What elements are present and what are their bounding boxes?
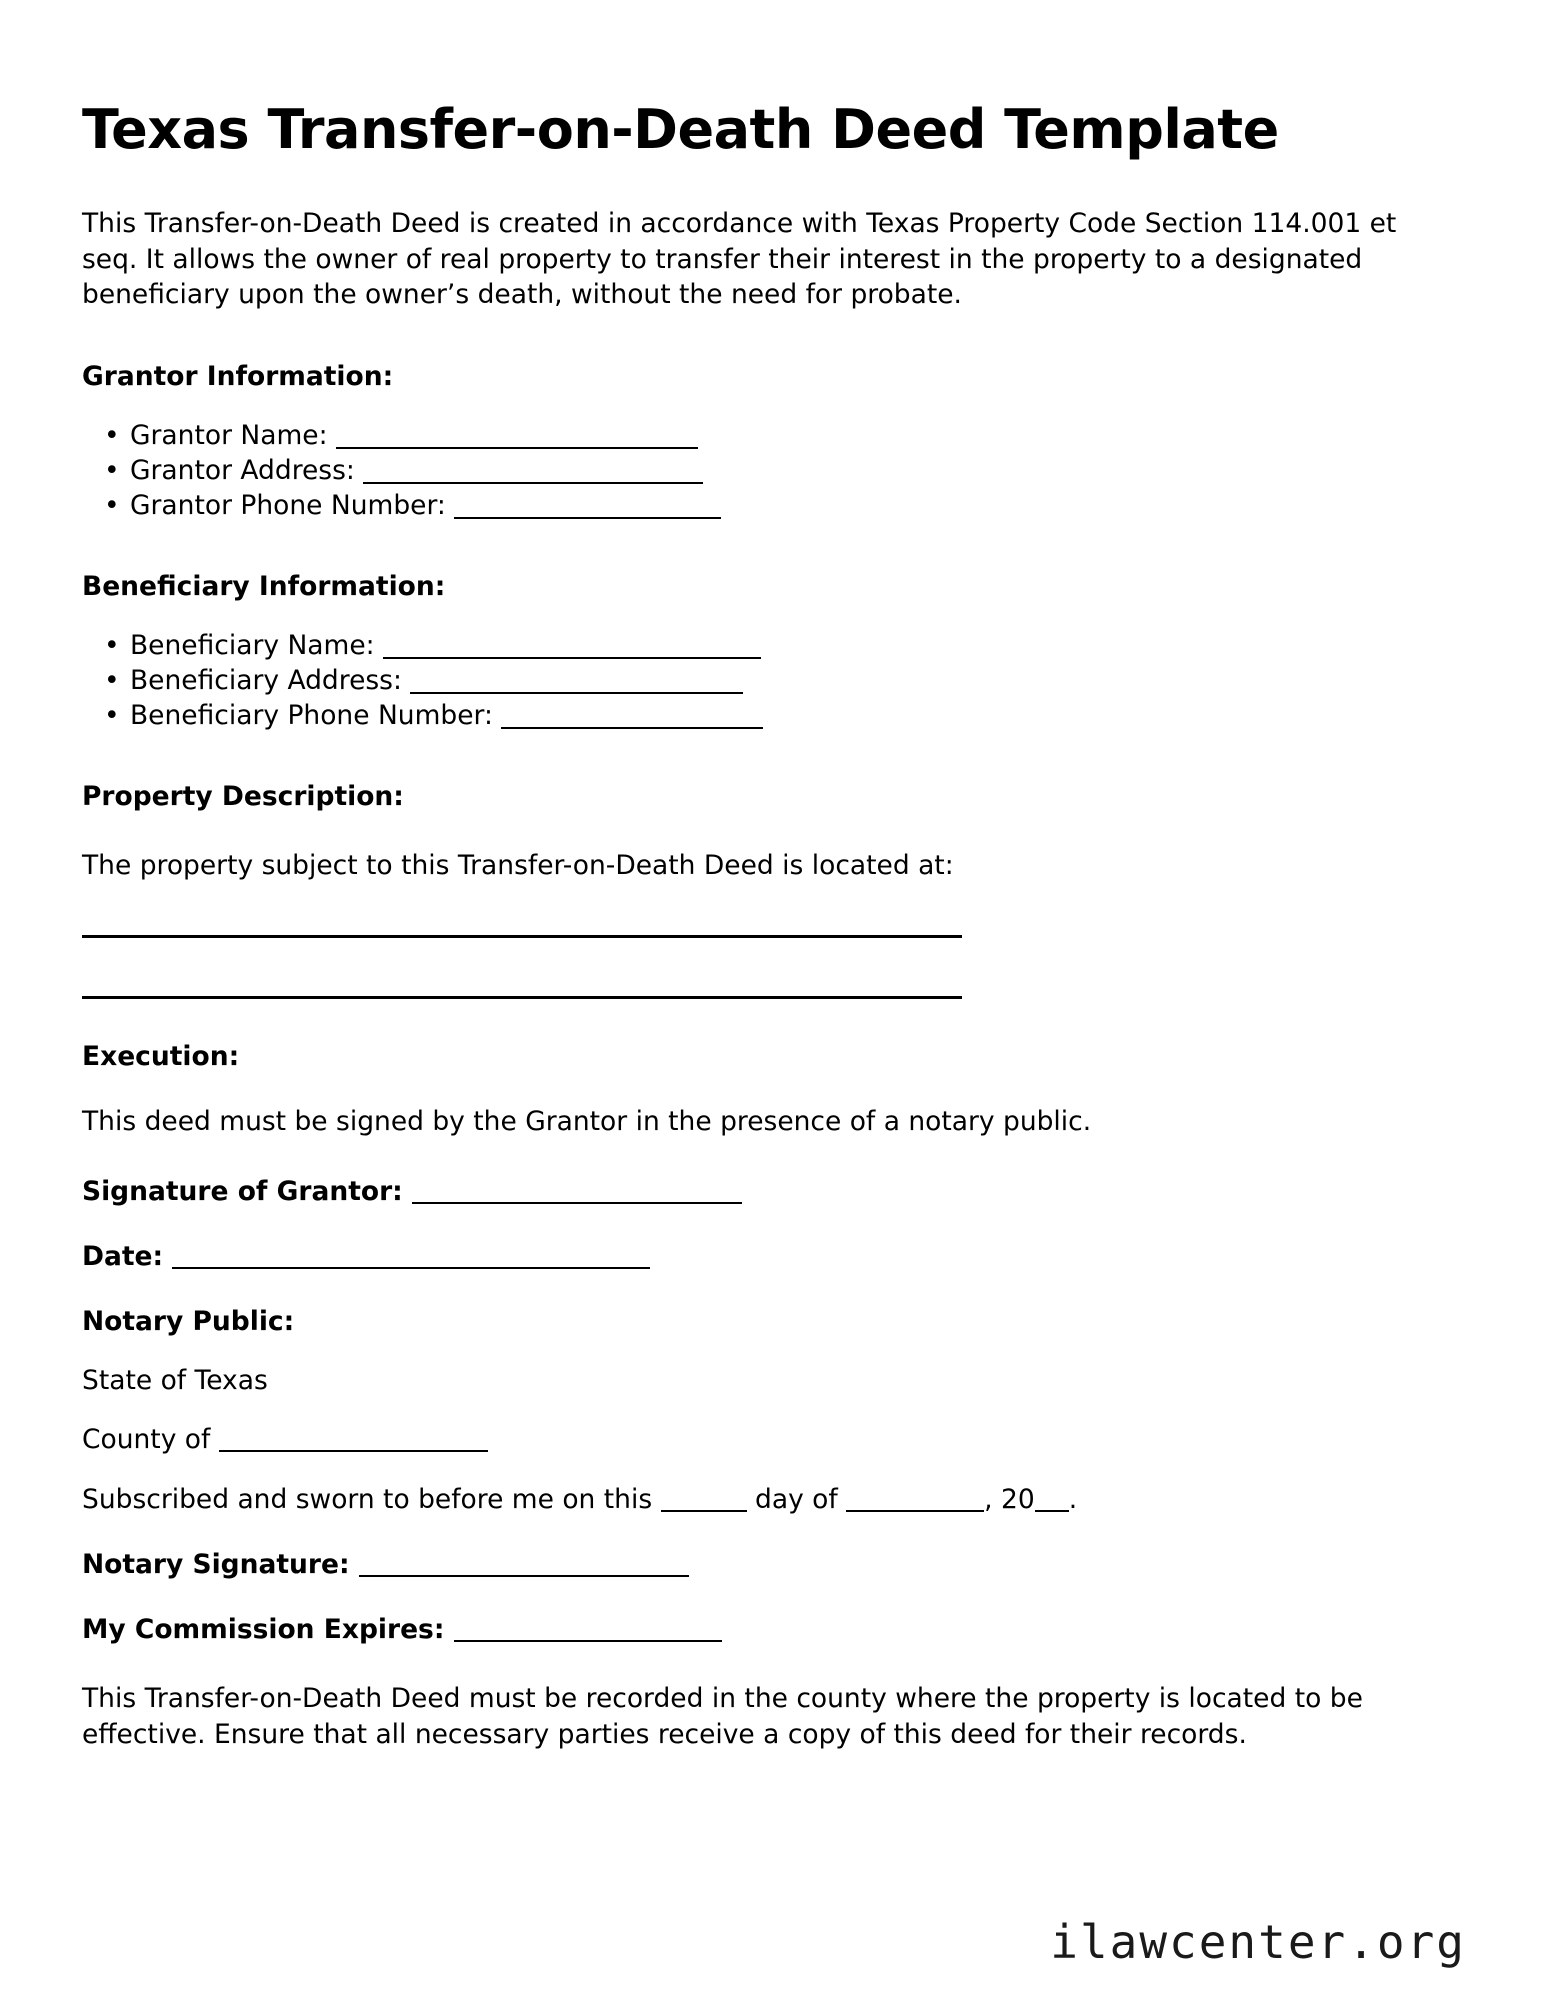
date-blank[interactable] [172,1267,650,1269]
list-item [82,628,1472,663]
intro-paragraph: This Transfer-on-Death Deed is created in accordance with Texas Property Code Section 114.001 et seq. It allows the owner of real property to transfer their interest in the property to a designated beneficiary upon the owner’s death, without the need for probate. [82,208,1397,311]
property-section-heading: Property Description: [82,780,404,812]
date-row [82,1239,1472,1274]
execution-section-heading: Execution: [82,1041,240,1073]
beneficiary-section-heading: Beneficiary Information: [82,570,446,602]
spacer [82,1074,1472,1104]
county-label: County of [82,1424,211,1456]
spacer [82,1339,1472,1363]
beneficiary-name-label: Beneficiary Name: [130,629,375,661]
document-content [82,0,1472,1752]
spacer [82,938,1472,996]
notary-signature-row [82,1547,1472,1582]
grantor-phone-blank[interactable] [454,517,721,519]
sworn-year-prefix: , 20 [984,1483,1035,1515]
spacer [82,733,1472,779]
notary-signature-label: Notary Signature: [82,1549,350,1581]
notary-state-line: State of Texas [82,1364,268,1396]
closing-paragraph: This Transfer-on-Death Deed must be recorded in the county where the property is located to be effective. Ensure that all necessary parties receive a copy of this deed for their records. [82,1683,1363,1750]
sworn-mid-text: day of [755,1483,838,1515]
signature-of-grantor-label: Signature of Grantor: [82,1175,403,1207]
property-description-text: The property subject to this Transfer-on-Death Deed is located at: [82,849,954,881]
grantor-address-label: Grantor Address: [130,454,355,486]
beneficiary-name-blank[interactable] [383,657,761,659]
list-item [82,488,1472,523]
spacer [82,814,1472,848]
beneficiary-phone-label: Beneficiary Phone Number: [130,699,493,731]
page-title: Texas Transfer-on-Death Deed Template [82,98,1279,161]
commission-expires-blank[interactable] [454,1640,722,1642]
spacer [82,1209,1472,1239]
sworn-prefix-text: Subscribed and sworn to before me on this [82,1483,653,1515]
grantor-name-blank[interactable] [336,447,698,449]
grantor-phone-label: Grantor Phone Number: [130,489,446,521]
spacer [82,1647,1472,1681]
list-item [82,453,1472,488]
commission-expires-row [82,1612,1472,1647]
commission-expires-label: My Commission Expires: [82,1614,445,1646]
sworn-month-blank[interactable] [846,1510,984,1512]
sworn-year-blank[interactable] [1035,1510,1069,1512]
sworn-period: . [1068,1483,1078,1515]
grantor-name-label: Grantor Name: [130,419,328,451]
list-item [82,418,1472,453]
spacer [82,999,1472,1039]
spacer [82,394,1472,418]
signature-of-grantor-blank[interactable] [412,1202,742,1204]
notary-section-heading: Notary Public: [82,1305,295,1337]
list-item [82,698,1472,733]
spacer [82,1398,1472,1422]
spacer [82,883,1472,935]
spacer [82,1517,1472,1547]
spacer [82,1582,1472,1612]
sworn-statement-row [82,1482,1417,1518]
spacer [82,1140,1472,1174]
county-blank[interactable] [219,1450,488,1452]
list-item [82,663,1472,698]
grantor-field-list [82,418,1472,523]
execution-text: This deed must be signed by the Grantor in the presence of a notary public. [82,1106,1092,1138]
notary-signature-blank[interactable] [359,1575,689,1577]
spacer [82,1458,1472,1482]
beneficiary-address-blank[interactable] [410,692,743,694]
site-watermark: ilawcenter.org [1050,1915,1466,1969]
beneficiary-field-list [82,628,1472,733]
county-row [82,1422,1417,1458]
grantor-address-blank[interactable] [363,482,703,484]
spacer [82,313,1472,359]
spacer [82,604,1472,628]
beneficiary-phone-blank[interactable] [501,727,763,729]
signature-of-grantor-row [82,1174,1472,1209]
date-label: Date: [82,1240,164,1272]
spacer [82,523,1472,569]
sworn-day-blank[interactable] [661,1510,747,1512]
grantor-section-heading: Grantor Information: [82,360,394,392]
spacer [82,1274,1472,1304]
beneficiary-address-label: Beneficiary Address: [130,664,402,696]
